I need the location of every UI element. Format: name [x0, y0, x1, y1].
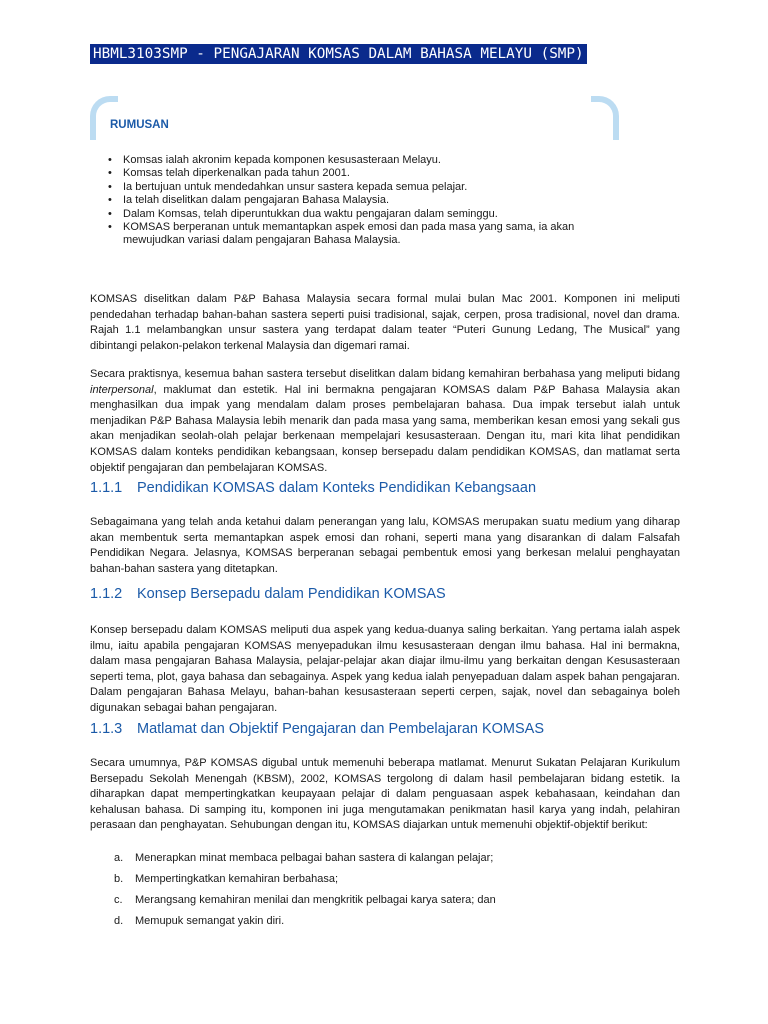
section-title: Matlamat dan Objektif Pengajaran dan Pembelajaran KOMSAS	[137, 721, 545, 737]
summary-bullet-item: • Dalam Komsas, telah diperuntukkan dua waktu pengajaran dalam seminggu.	[108, 208, 608, 221]
section-1-1-3-body: Secara umumnya, P&P KOMSAS digubal untuk memenuhi beberapa matlamat. Menurut Sukatan Pelajaran Kurikulum Bersepadu Sekolah Menengah (KBSM), 2002, KOMSAS tergolong di dalam hasil pembelajaran bidang estetik. Ia diharapkan dapat mempertingkatkan keupayaan pelajar di dalam penguasaan aspek kebahasaan, keindahan dan kehalusan bahasa. Di samping itu, komponen ini juga mengutamakan penikmatan hasil karya yang indah, pelahiran perasaan dan penghayatan. Sehubungan dengan itu, KOMSAS diajarkan untuk memenuhi objektif-objektif berikut:	[90, 757, 680, 832]
objective-text: Menerapkan minat membaca pelbagai bahan sastera di kalangan pelajar;	[135, 852, 494, 864]
summary-bullet-item: • Ia bertujuan untuk mendedahkan unsur sastera kepada semua pelajar.	[108, 181, 608, 194]
section-number: 1.1.1	[90, 480, 123, 496]
objective-letter: a.	[114, 852, 124, 864]
intro-paragraph-1: KOMSAS diselitkan dalam P&P Bahasa Malaysia secara formal mulai bulan Mac 2001. Komponen ini meliputi pendedahan terhadap bahan-bahan sastera seperti puisi tradisional, sajak, cerpen, prosa tradisional, novel dan drama. Rajah 1.1 melambangkan unsur sastera yang terdapat dalam teater “Puteri Gunung Ledang, The Musical” yang dibintangi pelakon-pelakon terkenal Malaysia dan digemari ramai.	[90, 293, 680, 352]
section-title: Pendidikan KOMSAS dalam Konteks Pendidikan Kebangsaan	[137, 480, 537, 496]
document-header-title: HBML3103SMP - PENGAJARAN KOMSAS DALAM BAHASA MELAYU (SMP)	[90, 44, 587, 64]
objectives-list	[114, 852, 496, 936]
summary-bullet-item: • Komsas ialah akronim kepada komponen kesusasteraan Melayu.	[108, 154, 608, 167]
objective-text: Merangsang kemahiran menilai dan mengkritik pelbagai karya satera; dan	[135, 894, 496, 906]
section-1-1-2-body: Konsep bersepadu dalam KOMSAS meliputi dua aspek yang kedua-duanya saling berkaitan. Yang pertama ialah aspek ilmu, iaitu apabila pengajaran KOMSAS menyepadukan ilmu kesusasteraan dengan ilmu bahasa. Hal ini bermakna, dalam masa pengajaran Bahasa Malaysia, pelajar-pelajar akan diajar ilmu-ilmu yang berkaitan dengan Kesusasteraan seperti tema, plot, gaya bahasa dan sebagainya. Aspek yang kedua ialah penyepaduan dalam aspek bahan pengajaran. Dalam pengajaran Bahasa Melayu, bahan-bahan kesusasteraan seperti cerpen, sajak, novel dan sebagainya boleh digunakan sebagai bahan pengajaran.	[90, 624, 680, 714]
section-heading-1-1-1	[90, 480, 536, 496]
objective-item	[114, 873, 496, 894]
objective-text: Mempertingkatkan kemahiran berbahasa;	[135, 873, 339, 885]
objective-item	[114, 915, 496, 936]
summary-bullet-item: • Ia telah diselitkan dalam pengajaran Bahasa Malaysia.	[108, 194, 608, 207]
summary-bullet-item: • KOMSAS berperanan untuk memantapkan aspek emosi dan pada masa yang sama, ia akan mewujudkan variasi dalam pengajaran Bahasa Malaysia.	[108, 221, 608, 248]
objective-item	[114, 852, 496, 873]
objective-letter: b.	[114, 873, 124, 885]
section-number: 1.1.2	[90, 586, 123, 602]
section-1-1-1-body: Sebagaimana yang telah anda ketahui dalam penerangan yang lalu, KOMSAS merupakan suatu medium yang diharap akan membentuk serta memantapkan aspek emosi dan rohani, seperti mana yang disarankan di dalam Falsafah Pendidikan Negara. Jelasnya, KOMSAS berperanan sebagai pembentuk emosi yang berkesan melalui penghayatan bahan-bahan sastera yang ditetapkan.	[90, 516, 680, 575]
section-title: Konsep Bersepadu dalam Pendidikan KOMSAS	[137, 586, 446, 602]
intro-paragraph-2-emphasis: interpersonal	[90, 383, 154, 396]
section-number: 1.1.3	[90, 721, 123, 737]
objective-item	[114, 894, 496, 915]
intro-paragraph-2-rest: , maklumat dan estetik. Hal ini bermakna pengajaran KOMSAS dalam P&P Bahasa Malaysia akan menghasilkan dua impak yang mendalam dalam proses pembelajaran bahasa. Dua impak tersebut ialah untuk menjadikan P&P Bahasa Malaysia lebih menarik dan pada masa yang sama, memberikan kesan emosi yang sekali gus akan menjadikan seolah-olah pelajar berkenaan mempelajari kesusasteraan. Dengan itu, mari kita lihat pendidikan KOMSAS dalam konteks pendidikan kebangsaan, konsep bersepadu dalam pendidikan KOMSAS, dan matlamat serta objektif pengajaran dan pembelajaran KOMSAS.	[90, 383, 680, 474]
intro-paragraph-2	[90, 367, 680, 476]
summary-box-left-bracket	[90, 96, 118, 140]
intro-paragraph-2-start: Secara praktisnya, kesemua bahan sastera tersebut diselitkan dalam bidang kemahiran berbahasa yang meliputi bidang	[90, 368, 680, 380]
objective-letter: d.	[114, 915, 124, 927]
summary-bullet-item: • Komsas telah diperkenalkan pada tahun 2001.	[108, 167, 608, 180]
objective-text: Memupuk semangat yakin diri.	[135, 915, 285, 927]
objective-letter: c.	[114, 894, 123, 906]
section-heading-1-1-3	[90, 721, 544, 737]
section-heading-1-1-2	[90, 586, 446, 602]
summary-box-right-bracket	[591, 96, 619, 140]
summary-bullet-list	[108, 154, 608, 248]
summary-box-title: RUMUSAN	[110, 119, 169, 131]
